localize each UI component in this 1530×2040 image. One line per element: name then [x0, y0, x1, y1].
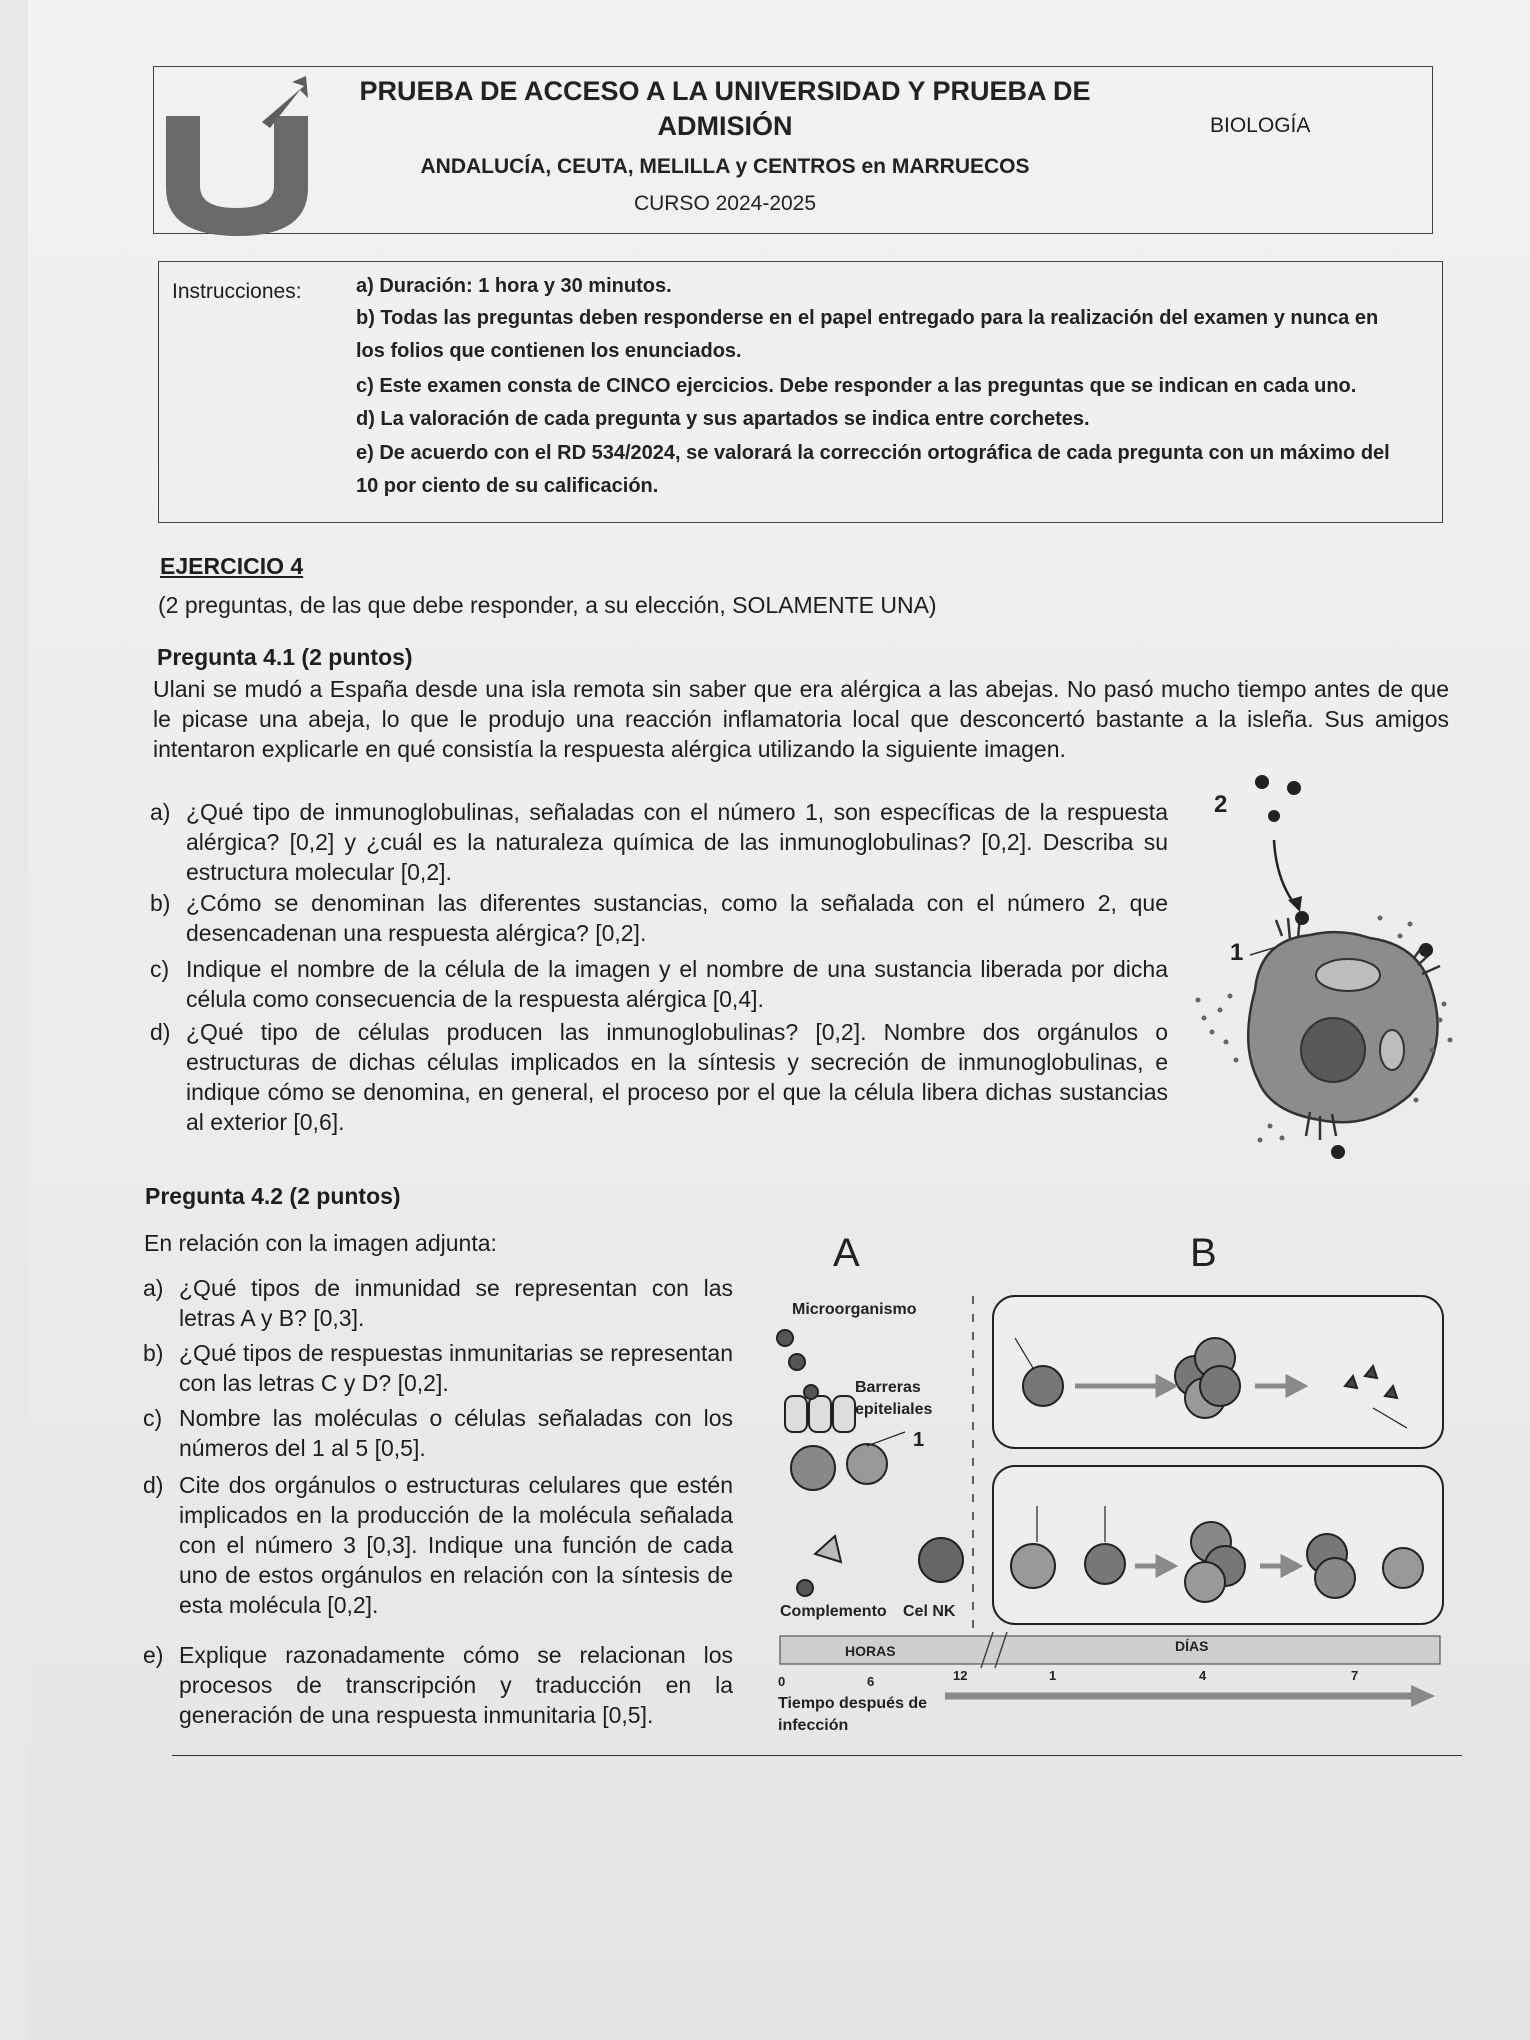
allergen-dot [1287, 781, 1301, 795]
arrow-line [1274, 840, 1296, 906]
allergen-dot [1255, 775, 1269, 789]
question-4-1-intro: Ulani se mudó a España desde una isla remota sin saber que era alérgica a las abejas. No pasó mucho tiempo antes de que le picase una abeja, lo que le produjo una reacción inflamatoria local que desconcertó bastante a la isleña. Sus amigos intentaron explicarle en qué consistía la respuesta alérgica utilizando la siguiente imagen. [153, 676, 1449, 762]
label-A: A [833, 1236, 860, 1275]
immunity-timeline-figure [775, 1236, 1450, 1736]
item-letter: a) [150, 799, 171, 825]
time-arrow-head [1411, 1685, 1435, 1707]
instruction-item: b) Todas las preguntas deben responderse en el papel entregado para la realización del examen y nunca en los folios que contienen los enunciados. [356, 307, 1379, 362]
item-letter: b) [143, 1340, 164, 1366]
exercise-subtitle: (2 preguntas, de las que debe responder, a su elección, SOLAMENTE UNA) [158, 592, 937, 618]
item-text: Nombre las moléculas o células señaladas con los números del 1 al 5 [0,5]. [179, 1405, 733, 1461]
tick-12: 12 [953, 1668, 968, 1683]
item-letter: a) [143, 1275, 164, 1301]
item-text: ¿Cómo se denominan las diferentes sustancias, como la señalada con el número 2, que desencadenan una respuesta alérgica? [0,2]. [186, 890, 1168, 946]
item-text: Cite dos orgánulos o estructuras celulares que estén implicados en la producción de la molécula señalada con el número 3 [0,3]. Indique una función de cada uno de estos orgánulos en relación con la síntesis de esta molécula [0,2]. [179, 1472, 733, 1618]
question-4-1-title: Pregunta 4.1 (2 puntos) [157, 644, 413, 670]
tick-day-4: 4 [1199, 1668, 1207, 1683]
bottom-rule [172, 1755, 1462, 1756]
item-text: Explique razonadamente cómo se relacionan los procesos de transcripción y traducción en la generación de una respuesta inmunitaria [0,5]. [179, 1642, 733, 1728]
exercise-title: EJERCICIO 4 [160, 553, 304, 579]
label-barreras: Barreras [855, 1379, 921, 1396]
bound-allergen [1419, 943, 1433, 957]
item-letter: b) [150, 890, 171, 916]
bound-allergen [1295, 911, 1309, 925]
item-letter: d) [150, 1019, 171, 1045]
number-1: 1 [913, 1429, 925, 1451]
figure-label-1: 1 [1230, 939, 1244, 966]
label-cel-nk: Cel NK [903, 1603, 956, 1620]
label-infeccion: infección [778, 1717, 849, 1734]
label-microorganismo: Microorganismo [792, 1301, 917, 1318]
instruction-item: a) Duración: 1 hora y 30 minutos. [356, 275, 672, 297]
exam-course: CURSO 2024-2025 [633, 192, 817, 215]
item-text: ¿Qué tipos de respuestas inmunitarias se representan con las letras C y D? [0,2]. [179, 1340, 733, 1396]
granule-vesicle [1380, 1030, 1404, 1070]
item-letter: c) [150, 956, 170, 982]
exam-title-line2: ADMISIÓN [657, 111, 793, 141]
exam-region: ANDALUCÍA, CEUTA, MELILLA y CENTROS en MARRUECOS [420, 155, 1030, 178]
instructions-label: Instrucciones: [172, 280, 302, 303]
instruction-item: d) La valoración de cada pregunta y sus apartados se indica entre corchetes. [356, 408, 1090, 430]
question-4-2-title: Pregunta 4.2 (2 puntos) [145, 1183, 401, 1209]
item-text: ¿Qué tipos de inmunidad se representan con las letras A y B? [0,3]. [179, 1275, 733, 1331]
item-text: Indique el nombre de la célula de la imagen y el nombre de una sustancia liberada por dicha célula como consecuencia de la respuesta alérgica [0,4]. [186, 956, 1168, 1012]
instruction-item: e) De acuerdo con el RD 534/2024, se valorará la corrección ortográfica de cada pregunta con un máximo del 10 por ciento de su calificación. [356, 442, 1390, 497]
granule-vesicle [1316, 959, 1380, 991]
item-text: ¿Qué tipo de células producen las inmunoglobulinas? [0,2]. Nombre dos orgánulos o estructuras de dichas células implicados en la síntesis y secreción de inmunoglobulinas, e indique cómo se denomina, en general, el proceso por el que la célula libera dichas sustancias al exterior [0,6]. [186, 1019, 1168, 1135]
item-letter: d) [143, 1472, 164, 1498]
exam-title-line1: PRUEBA DE ACCESO A LA UNIVERSIDAD Y PRUEBA DE [359, 76, 1091, 106]
exam-subject: BIOLOGÍA [1210, 114, 1311, 137]
tick-day-7: 7 [1351, 1668, 1359, 1683]
nucleus [1301, 1018, 1365, 1082]
label-complemento: Complemento [780, 1603, 887, 1620]
allergen-dot [1268, 810, 1280, 822]
instruction-item: c) Este examen consta de CINCO ejercicios. Debe responder a las preguntas que se indican en cada uno. [356, 375, 1357, 397]
tick-0: 0 [778, 1674, 786, 1689]
tick-6: 6 [867, 1674, 875, 1689]
item-letter: c) [143, 1405, 163, 1431]
label-dias: DÍAS [1175, 1638, 1209, 1654]
bound-allergen [1331, 1145, 1345, 1159]
innate-cells [777, 1330, 963, 1596]
tick-day-1: 1 [1049, 1668, 1057, 1683]
label-tiempo: Tiempo después de [778, 1695, 928, 1712]
university-logo [166, 76, 316, 236]
item-text: ¿Qué tipo de inmunoglobulinas, señaladas con el número 1, son específicas de la respuesta alérgica? [0,2] y ¿cuál es la naturaleza química de las inmunoglobulinas? [0,2]. Describa su estructura molecular [0,2]. [186, 799, 1168, 885]
pointer-1 [867, 1432, 905, 1446]
question-4-2-intro: En relación con la imagen adjunta: [144, 1230, 497, 1256]
label-epiteliales: epiteliales [855, 1401, 933, 1418]
mast-cell-figure [1170, 760, 1460, 1165]
label-B: B [1190, 1236, 1217, 1275]
label-horas: HORAS [845, 1643, 896, 1659]
item-letter: e) [143, 1642, 164, 1668]
figure-label-2: 2 [1214, 791, 1228, 818]
